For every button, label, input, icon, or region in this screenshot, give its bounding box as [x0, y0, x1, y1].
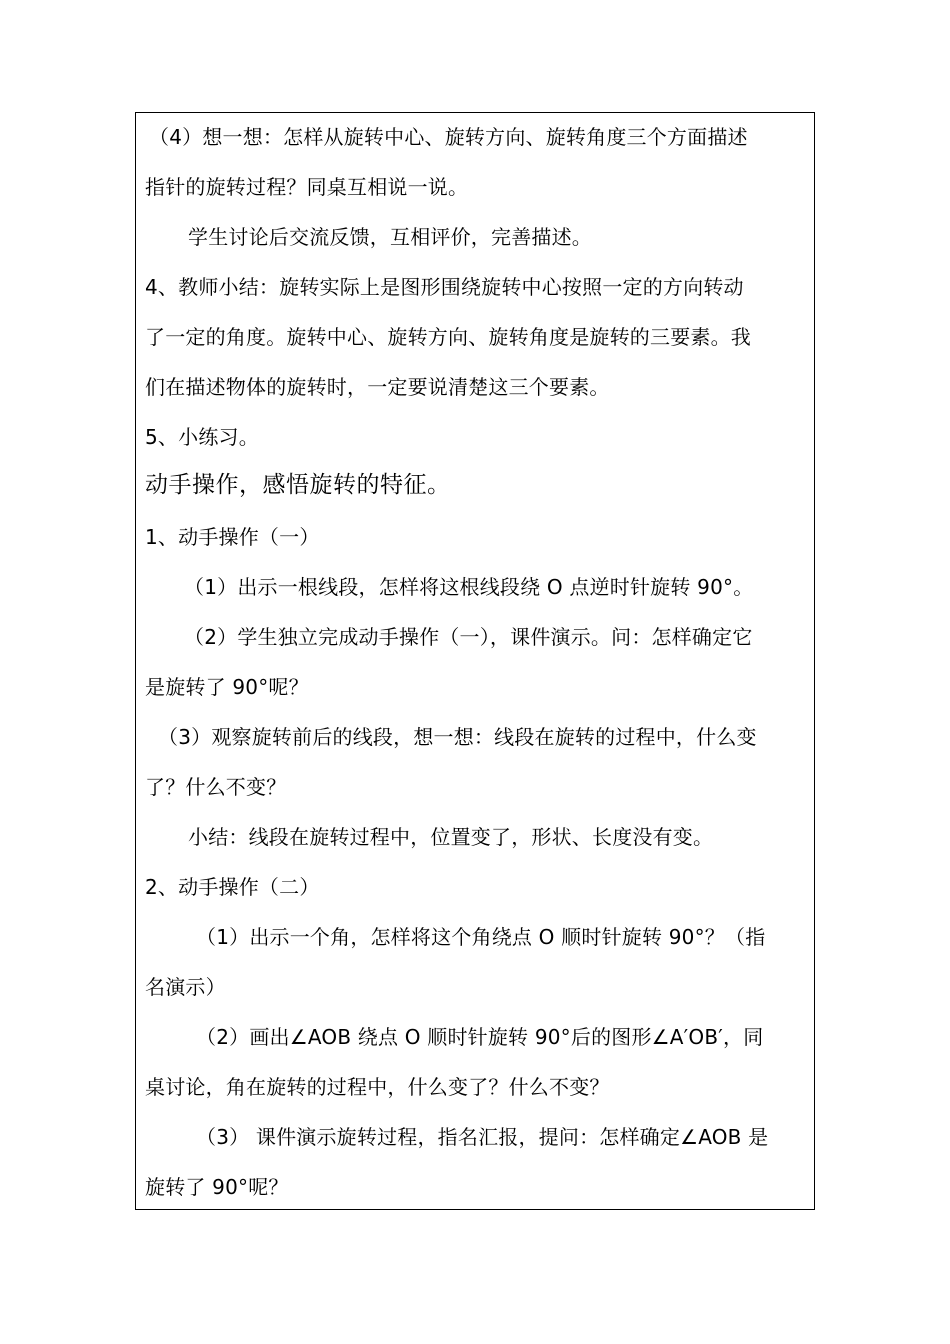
text-line-19: （2）画出∠AOB 绕点 O 顺时针旋转 90°后的图形∠A′OB′，同 [196, 1025, 764, 1049]
text-line-21: （3） 课件演示旋转过程，指名汇报，提问：怎样确定∠AOB 是 [196, 1125, 769, 1149]
text-line-5: 了一定的角度。旋转中心、旋转方向、旋转角度是旋转的三要素。我 [145, 325, 751, 349]
text-line-4: 4、教师小结：旋转实际上是图形围绕旋转中心按照一定的方向转动 [145, 275, 744, 299]
text-line-14: 了？什么不变？ [145, 775, 287, 799]
text-line-20: 桌讨论，角在旋转的过程中，什么变了？什么不变？ [145, 1075, 610, 1099]
text-line-3: 学生讨论后交流反馈，互相评价，完善描述。 [188, 225, 592, 249]
text-line-15: 小结：线段在旋转过程中，位置变了，形状、长度没有变。 [188, 825, 714, 849]
section-heading: 动手操作，感悟旋转的特征。 [145, 472, 451, 498]
text-line-10: （1）出示一根线段，怎样将这根线段绕 O 点逆时针旋转 90°。 [184, 575, 754, 599]
text-line-22: 旋转了 90°呢？ [145, 1175, 289, 1199]
text-line-9: 1、动手操作（一） [145, 525, 320, 549]
text-line-11: （2）学生独立完成动手操作（一），课件演示。问：怎样确定它 [184, 625, 753, 649]
document-content-box [135, 112, 815, 1210]
text-line-7: 5、小练习。 [145, 425, 259, 449]
text-line-17: （1）出示一个角，怎样将这个角绕点 O 顺时针旋转 90°？（指 [196, 925, 766, 949]
text-line-6: 们在描述物体的旋转时，一定要说清楚这三个要素。 [145, 375, 610, 399]
text-line-12: 是旋转了 90°呢？ [145, 675, 309, 699]
text-line-13: （3）观察旋转前后的线段，想一想：线段在旋转的过程中，什么变 [158, 725, 757, 749]
text-line-2: 指针的旋转过程？同桌互相说一说。 [145, 175, 469, 199]
text-line-18: 名演示） [145, 975, 226, 999]
text-line-16: 2、动手操作（二） [145, 875, 320, 899]
text-line-1: （4）想一想：怎样从旋转中心、旋转方向、旋转角度三个方面描述 [149, 125, 748, 149]
